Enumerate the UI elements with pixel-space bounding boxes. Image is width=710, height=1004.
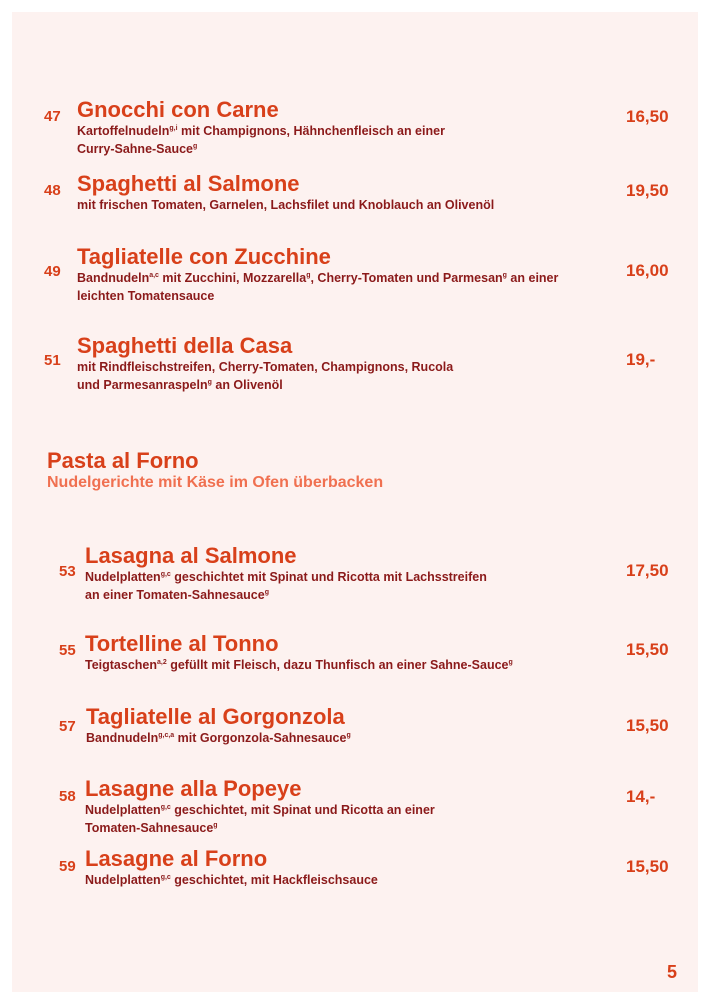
item-price: 17,50 <box>626 561 669 580</box>
item-price: 19,50 <box>626 181 669 200</box>
item-description: mit Rindfleischstreifen, Cherry-Tomaten, Champignons, Rucola und Parmesanraspeln$^g$ an Olivenöl <box>77 360 454 392</box>
item-price: 15,50 <box>626 716 669 735</box>
item-number: 53 <box>59 563 76 580</box>
menu-page <box>12 12 698 992</box>
item-name: Spaghetti al Salmone <box>77 171 300 196</box>
item-price: 15,50 <box>626 857 669 876</box>
item-number: 49 <box>44 263 61 280</box>
item-description: mit frischen Tomaten, Garnelen, Lachsfilet und Knoblauch an Olivenöl <box>77 198 495 212</box>
item-price: 19,- <box>626 350 656 369</box>
section-title: Pasta al Forno <box>47 448 199 473</box>
item-number: 55 <box>59 642 76 659</box>
item-description: Nudelplatten$^{g,c}$ geschichtet, mit Spinat und Ricotta an einer Tomaten-Sahnesauce$^g$ <box>85 803 435 835</box>
item-description: Nudelplatten$^{g,c}$ geschichtet, mit Hackfleischsauce <box>85 873 378 887</box>
item-name: Spaghetti della Casa <box>77 333 293 358</box>
section-subtitle: Nudelgerichte mit Käse im Ofen überbacken <box>47 474 384 491</box>
item-name: Tagliatelle con Zucchine <box>77 244 331 269</box>
item-description: Bandnudeln$^{g,c,a}$ mit Gorgonzola-Sahnesauce$^g$ <box>86 731 351 745</box>
item-name: Lasagne alla Popeye <box>85 776 302 801</box>
item-number: 48 <box>44 182 61 199</box>
item-name: Tagliatelle al Gorgonzola <box>86 704 345 729</box>
item-name: Lasagne al Forno <box>85 846 268 871</box>
item-description: Bandnudeln$^{a,c}$ mit Zucchini, Mozzarella$^g$, Cherry-Tomaten und Parmesan$^g$ an einer leichten Tomatensauce <box>77 271 559 303</box>
page-number: 5 <box>667 962 678 982</box>
item-price: 15,50 <box>626 640 669 659</box>
item-number: 51 <box>44 352 61 369</box>
item-description: Teigtaschen$^{a,2}$ gefüllt mit Fleisch, dazu Thunfisch an einer Sahne-Sauce$^g$ <box>85 658 513 672</box>
item-number: 58 <box>59 788 76 805</box>
item-price: 16,00 <box>626 261 669 280</box>
item-description: Nudelplatten$^{g,c}$ geschichtet mit Spinat und Ricotta mit Lachsstreifen an einer Tomaten-Sahnesauce$^g$ <box>85 570 487 602</box>
item-number: 59 <box>59 858 76 875</box>
item-description: Kartoffelnudeln$^{g,i}$ mit Champignons, Hähnchenfleisch an einer Curry-Sahne-Sauce$^g$ <box>77 124 445 156</box>
item-price: 16,50 <box>626 107 669 126</box>
item-name: Lasagna al Salmone <box>85 543 297 568</box>
item-name: Tortelline al Tonno <box>85 631 279 656</box>
item-number: 47 <box>44 108 61 125</box>
item-price: 14,- <box>626 787 656 806</box>
item-number: 57 <box>59 718 76 735</box>
item-name: Gnocchi con Carne <box>77 97 279 122</box>
